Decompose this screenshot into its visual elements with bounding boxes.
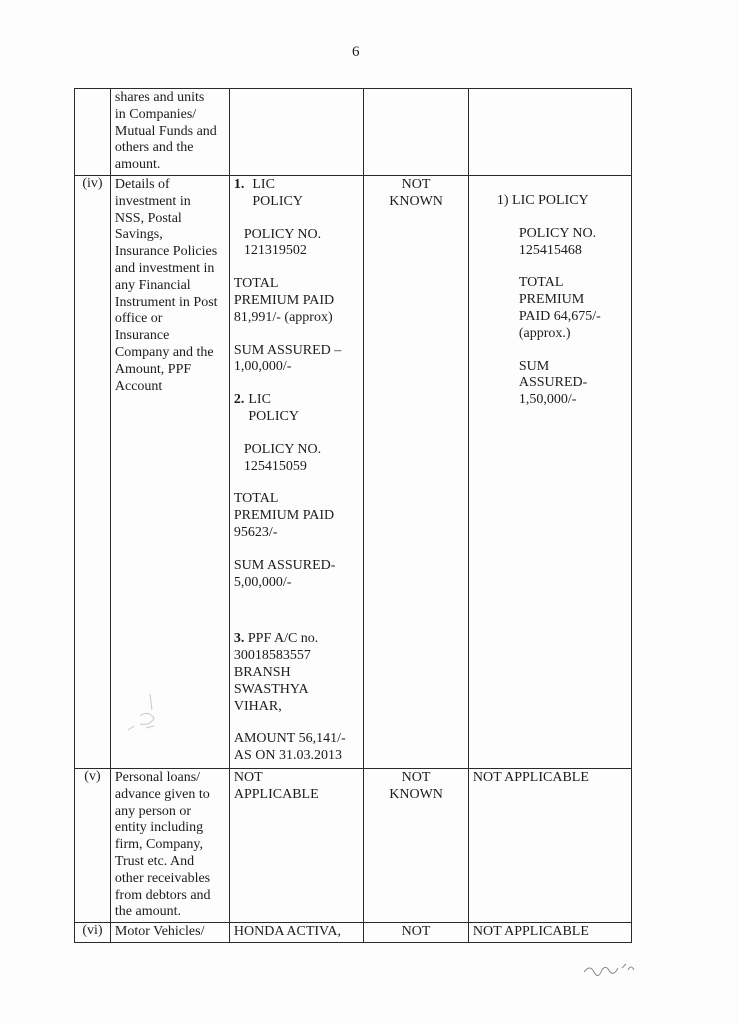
row-description: Details of investment in NSS, Postal Savings, Insurance Policies and investment in any Financial Instrument in Post office or Insurance Company and the Amount, PPF Account bbox=[110, 175, 229, 768]
row-number: (vi) bbox=[75, 923, 111, 943]
spouse-cell bbox=[364, 89, 469, 176]
page-number: 6 bbox=[352, 44, 360, 60]
signature-mark bbox=[580, 958, 640, 982]
dependent-policy-sum-assured: SUM ASSURED- 1,50,000/- bbox=[518, 358, 588, 408]
row-number: (iv) bbox=[75, 175, 111, 768]
spouse-cell: NOT bbox=[364, 923, 469, 943]
ppf-amount: AMOUNT 56,141/- AS ON 31.03.2013 bbox=[233, 731, 346, 764]
policy-2-premium: TOTAL PREMIUM PAID 95623/- bbox=[233, 491, 335, 540]
dependent-policy-no: POLICY NO. 125415468 bbox=[518, 225, 597, 258]
policy-1-title bbox=[234, 177, 359, 211]
asset-declaration-table bbox=[74, 88, 632, 943]
policy-1-no: POLICY NO. 121319502 bbox=[243, 226, 322, 259]
table-row bbox=[75, 923, 632, 943]
policy-2-name: LIC POLICY bbox=[248, 392, 299, 424]
self-cell bbox=[229, 89, 363, 176]
policy-2-no: POLICY NO. 125415059 bbox=[243, 441, 322, 474]
policy-1-sum-assured: SUM ASSURED – 1,00,000/- bbox=[233, 342, 342, 375]
spouse-cell: NOT KNOWN bbox=[364, 768, 469, 922]
policy-1-name: LIC POLICY bbox=[252, 176, 303, 209]
faint-stamp-mark bbox=[120, 690, 170, 738]
row-description: Personal loans/ advance given to any person or entity including firm, Company, Trust etc. And other receivables from debtors and the amount. bbox=[110, 768, 229, 922]
self-cell bbox=[229, 175, 363, 768]
policy-1-number: 1. bbox=[233, 176, 245, 192]
table-row bbox=[75, 175, 632, 768]
row-description: Motor Vehicles/ bbox=[110, 923, 229, 943]
self-cell: NOT APPLICABLE bbox=[229, 768, 363, 922]
row-number bbox=[75, 89, 111, 176]
self-cell: HONDA ACTIVA, bbox=[229, 923, 363, 943]
policy-2-number: 2. bbox=[233, 392, 245, 408]
table-row bbox=[75, 768, 632, 922]
ppf-number: 3. bbox=[233, 631, 245, 647]
policy-2-title bbox=[234, 392, 359, 426]
dependent-policy-premium: TOTAL PREMIUM PAID 64,675/- (approx.) bbox=[518, 275, 601, 341]
table-row bbox=[75, 89, 632, 176]
policy-2-sum-assured: SUM ASSURED- 5,00,000/- bbox=[233, 557, 336, 590]
dependent-policy-title: 1) LIC POLICY bbox=[496, 192, 589, 208]
policy-1-premium: TOTAL PREMIUM PAID 81,991/- (approx) bbox=[233, 276, 335, 325]
dependent-cell: NOT APPLICABLE bbox=[468, 923, 631, 943]
ppf-details: PPF A/C no. 30018583557 BRANSH SWASTHYA VIHAR, bbox=[233, 631, 319, 714]
row-description: shares and units in Companies/ Mutual Funds and others and the amount. bbox=[110, 89, 229, 176]
spouse-cell: NOT KNOWN bbox=[364, 175, 469, 768]
dependent-cell bbox=[468, 175, 631, 768]
dependent-cell bbox=[468, 89, 631, 176]
dependent-cell: NOT APPLICABLE bbox=[468, 768, 631, 922]
row-number: (v) bbox=[75, 768, 111, 922]
ppf-account bbox=[234, 631, 359, 715]
